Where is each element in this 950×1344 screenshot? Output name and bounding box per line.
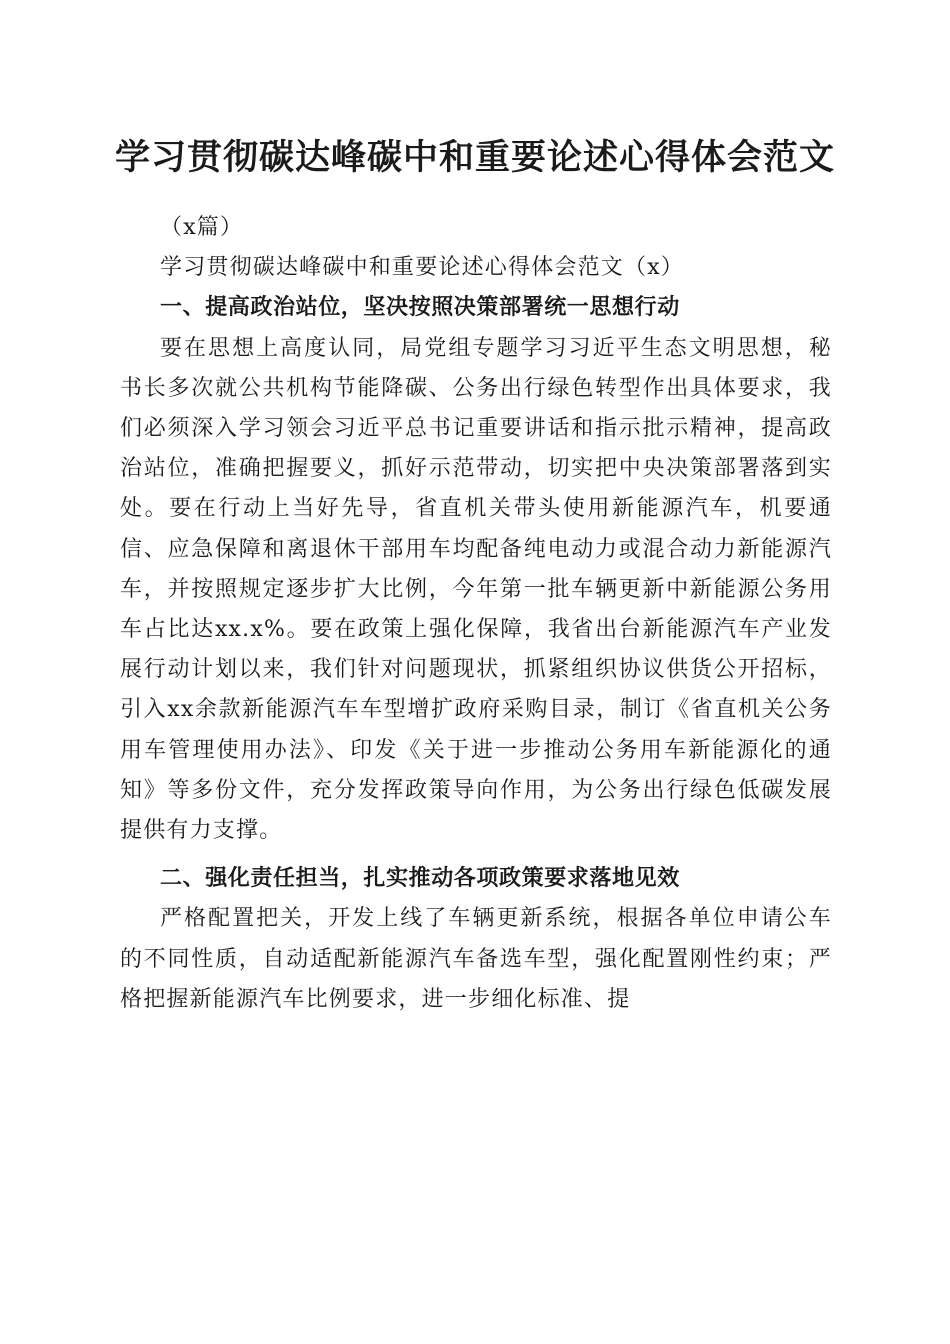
document-body xyxy=(120,208,832,1020)
count-note: （x篇） xyxy=(160,215,244,240)
document-subtitle: 学习贯彻碳达峰碳中和重要论述心得体会范文（x） xyxy=(160,255,685,281)
section-1-heading: 一、提高政治站位，坚决按照决策部署统一思想行动 xyxy=(160,295,680,321)
section-2-heading: 二、强化责任担当，扎实推动各项政策要求落地见效 xyxy=(160,866,680,892)
section-2-paragraph: 严格配置把关，开发上线了车辆更新系统，根据各单位申请公车的不同性质，自动适配新能源汽车备选车型，强化配置刚性约束；严格把握新能源汽车比例要求，进一步细化标准、提 xyxy=(120,906,832,1012)
section-spacer xyxy=(120,851,832,859)
document-title: 学习贯彻碳达峰碳中和重要论述心得体会范文 xyxy=(114,138,835,178)
section-1-paragraph: 要在思想上高度认同，局党组专题学习习近平生态文明思想，秘书长多次就公共机构节能降碳、公务出行绿色转型作出具体要求，我们必须深入学习领会习近平总书记重要讲话和指示批示精神，提高政治站位，准确把握要义，抓好示范带动，切实把中央决策部署落到实处。要在行动上当好先导，省直机关带头使用新能源汽车，机要通信、应急保障和离退休干部用车均配备纯电动力或混合动力新能源汽车，并按照规定逐步扩大比例，今年第一批车辆更新中新能源公务用车占比达xx.x%。要在政策上强化保障，我省出台新能源汽车产业发展行动计划以来，我们针对问题现状，抓紧组织协议供货公开招标，引入xx余款新能源汽车车型增扩政府采购目录，制订《省直机关公务用车管理使用办法》、印发《关于进一步推动公务用车新能源化的通知》等多份文件，充分发挥政策导向作用，为公务出行绿色低碳发展提供有力支撑。 xyxy=(120,335,832,844)
